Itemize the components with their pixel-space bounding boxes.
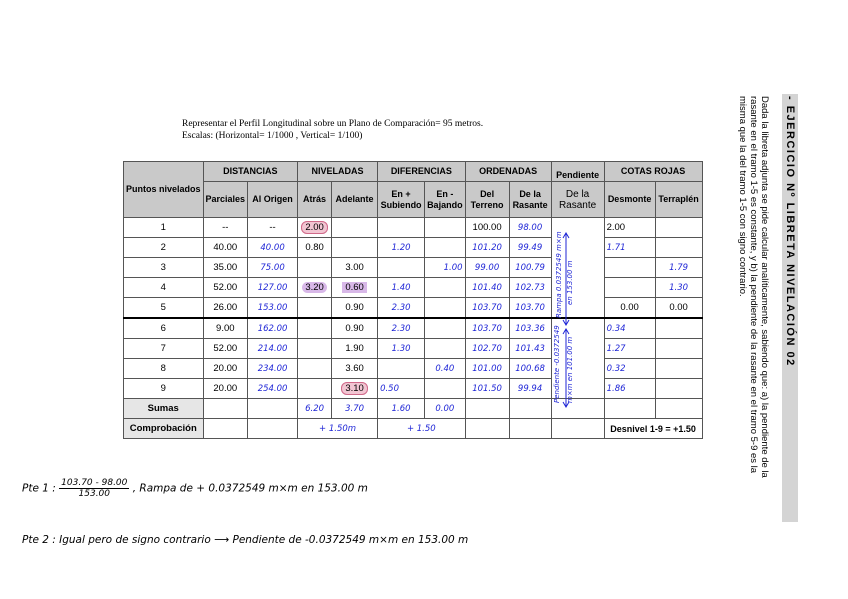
intro-text — [182, 118, 483, 142]
cell-parciales: 26.00 — [203, 298, 248, 319]
cell-atras-value: 3.20 — [302, 282, 327, 293]
cell-terraplen — [655, 238, 702, 258]
cell-terreno: 100.00 — [465, 218, 509, 238]
cell-atras — [298, 218, 332, 238]
table-row — [124, 359, 703, 379]
header-parciales: Parciales — [203, 182, 248, 218]
sumas-atras: 6.20 — [298, 399, 332, 419]
pendiente-tramo-2-length-text: m×m en 101.00 m — [566, 336, 574, 403]
cell-atras — [298, 359, 332, 379]
cell-rasante: 101.43 — [509, 339, 551, 359]
cell-desmonte: 1.71 — [604, 238, 655, 258]
cell-atras — [298, 379, 332, 399]
pte1-result: , Rampa de + 0.0372549 m×m en 153.00 m — [132, 482, 368, 495]
pendiente-tramo-1-text: Rampa 0.0372549 m×m — [555, 231, 563, 318]
cell-parciales: 9.00 — [203, 318, 248, 339]
pte2-calculation — [22, 534, 468, 546]
table-row — [124, 278, 703, 298]
cell-desmonte: 2.00 — [604, 218, 655, 238]
cell-punto: 9 — [124, 379, 204, 399]
cell-subiendo: 2.30 — [378, 318, 425, 339]
cell-parciales: 52.00 — [203, 278, 248, 298]
header-desmonte: Desmonte — [604, 182, 655, 218]
cell-punto: 6 — [124, 318, 204, 339]
cell-bajando — [425, 339, 466, 359]
cell-subiendo — [378, 258, 425, 278]
cell-terraplen: 1.30 — [655, 278, 702, 298]
cell-adelante-value: 0.60 — [342, 282, 367, 293]
header-adelante: Adelante — [332, 182, 378, 218]
table-row — [124, 298, 703, 319]
pte1-fraction — [59, 478, 129, 499]
cell-rasante: 102.73 — [509, 278, 551, 298]
cell-atras — [298, 298, 332, 319]
header-puntos: Puntos nivelados — [124, 162, 204, 218]
cell-atras-value: 2.00 — [301, 221, 328, 234]
cell-adelante: 1.90 — [332, 339, 378, 359]
header-de-la-rasante: De la Rasante — [509, 182, 551, 218]
cell-origen: -- — [248, 218, 298, 238]
cell-desmonte: 1.86 — [604, 379, 655, 399]
cell-atras — [298, 278, 332, 298]
cell-atras — [298, 318, 332, 339]
cell-terreno: 102.70 — [465, 339, 509, 359]
cell-adelante — [332, 278, 378, 298]
header-cotas-rojas: COTAS ROJAS — [604, 162, 702, 182]
cell-bajando — [425, 298, 466, 319]
header-en-subiendo: En + Subiendo — [378, 182, 425, 218]
cell-subiendo — [378, 218, 425, 238]
intro-line-1: Representar el Perfil Longitudinal sobre un Plano de Comparación= 95 metros. — [182, 119, 484, 129]
cell-bajando: 1.00 — [425, 258, 466, 278]
cell-terraplen — [655, 359, 702, 379]
table-row — [124, 258, 703, 278]
statement-line-2: rasante en el tramo 1-5 es constante, y b) la pendiente de la rasante en el tramo 5-9 es la — [748, 96, 759, 474]
statement-line-1: Dada la libreta adjunta se pide calcular analíticamente, sabiendo que: a) la pendiente de la — [759, 96, 770, 478]
cell-punto: 3 — [124, 258, 204, 278]
cell-terraplen — [655, 379, 702, 399]
cell-parciales: 20.00 — [203, 359, 248, 379]
cell-punto: 7 — [124, 339, 204, 359]
pte2-text: Pte 2 : Igual pero de signo contrario ⟶ Pendiente de -0.0372549 m×m en 153.00 m — [22, 534, 469, 546]
cell-rasante: 103.70 — [509, 298, 551, 319]
cell-origen: 40.00 — [248, 238, 298, 258]
sumas-bajando: 0.00 — [425, 399, 466, 419]
header-pendiente: Pendiente — [551, 162, 604, 182]
header-pendiente-rasante: De la Rasante — [551, 182, 604, 218]
sumas-adelante: 3.70 — [332, 399, 378, 419]
cell-punto: 4 — [124, 278, 204, 298]
cell-terraplen — [655, 318, 702, 339]
cell-bajando — [425, 278, 466, 298]
nivelacion-table — [123, 161, 703, 439]
cell-subiendo: 1.30 — [378, 339, 425, 359]
cell-terraplen — [655, 218, 702, 238]
cell-subiendo: 1.20 — [378, 238, 425, 258]
sumas-subiendo: 1.60 — [378, 399, 425, 419]
pte1-calculation — [22, 478, 368, 499]
pte1-denominator: 153.00 — [78, 489, 111, 499]
desnivel-total: Desnivel 1-9 = +1.50 — [604, 419, 702, 439]
comprobacion-diferencias: + 1.50 — [378, 419, 466, 439]
cell-terreno: 101.40 — [465, 278, 509, 298]
cell-terreno: 99.00 — [465, 258, 509, 278]
table-row — [124, 318, 703, 339]
comprobacion-row — [124, 419, 703, 439]
pte1-numerator: 103.70 - 98.00 — [61, 478, 128, 488]
statement-line-3: misma que la del tramo 1-5 con signo contrario. — [737, 96, 748, 297]
cell-punto: 8 — [124, 359, 204, 379]
cell-origen: 75.00 — [248, 258, 298, 278]
cell-terreno: 101.50 — [465, 379, 509, 399]
pendiente-arrows — [560, 230, 572, 410]
cell-desmonte: 0.34 — [604, 318, 655, 339]
header-diferencias: DIFERENCIAS — [378, 162, 466, 182]
cell-subiendo: 1.40 — [378, 278, 425, 298]
cell-parciales: 52.00 — [203, 339, 248, 359]
table-row — [124, 379, 703, 399]
cell-desmonte — [604, 278, 655, 298]
cell-terreno: 103.70 — [465, 298, 509, 319]
cell-parciales: 35.00 — [203, 258, 248, 278]
header-distancias: DISTANCIAS — [203, 162, 298, 182]
cell-bajando — [425, 318, 466, 339]
cell-atras: 0.80 — [298, 238, 332, 258]
table-row — [124, 218, 703, 238]
cell-adelante: 3.00 — [332, 258, 378, 278]
sumas-label: Sumas — [124, 399, 204, 419]
cell-adelante-value: 3.10 — [341, 382, 368, 395]
intro-line-2: Escalas: (Horizontal= 1/1000 , Vertical= 1/100) — [182, 131, 363, 141]
header-ordenadas: ORDENADAS — [465, 162, 551, 182]
cell-punto: 5 — [124, 298, 204, 319]
cell-origen: 127.00 — [248, 278, 298, 298]
cell-rasante: 100.68 — [509, 359, 551, 379]
cell-terraplen — [655, 339, 702, 359]
cell-terreno: 101.00 — [465, 359, 509, 379]
cell-rasante: 99.94 — [509, 379, 551, 399]
cell-terraplen: 0.00 — [655, 298, 702, 319]
cell-subiendo: 2.30 — [378, 298, 425, 319]
cell-origen: 153.00 — [248, 298, 298, 319]
cell-rasante: 98.00 — [509, 218, 551, 238]
cell-adelante: 3.60 — [332, 359, 378, 379]
table-row — [124, 339, 703, 359]
pte1-label: Pte 1 : — [22, 482, 56, 495]
exercise-title: - EJERCICIO Nº LIBRETA NIVELACIÓN 02 — [784, 96, 796, 367]
cell-origen: 234.00 — [248, 359, 298, 379]
cell-atras — [298, 339, 332, 359]
cell-desmonte: 0.00 — [604, 298, 655, 319]
cell-adelante — [332, 218, 378, 238]
cell-parciales: -- — [203, 218, 248, 238]
cell-rasante: 99.49 — [509, 238, 551, 258]
cell-punto: 1 — [124, 218, 204, 238]
header-niveladas: NIVELADAS — [298, 162, 378, 182]
header-del-terreno: Del Terreno — [465, 182, 509, 218]
pendiente-tramo-2-text: Pendiente -0.0372549 — [553, 325, 561, 403]
cell-adelante: 0.90 — [332, 298, 378, 319]
cell-terraplen: 1.79 — [655, 258, 702, 278]
pendiente-tramo-1-length-text: en 153.00 m — [566, 260, 574, 305]
cell-adelante: 0.90 — [332, 318, 378, 339]
cell-origen: 162.00 — [248, 318, 298, 339]
cell-desmonte: 1.27 — [604, 339, 655, 359]
comprobacion-label: Comprobación — [124, 419, 204, 439]
cell-bajando — [425, 218, 466, 238]
comprobacion-niveladas: + 1.50m — [298, 419, 378, 439]
header-en-bajando: En - Bajando — [425, 182, 466, 218]
sumas-row — [124, 399, 703, 419]
cell-bajando: 0.40 — [425, 359, 466, 379]
cell-parciales: 20.00 — [203, 379, 248, 399]
cell-terreno: 101.20 — [465, 238, 509, 258]
header-terraplen: Terraplén — [655, 182, 702, 218]
cell-adelante — [332, 379, 378, 399]
cell-desmonte: 0.32 — [604, 359, 655, 379]
cell-atras — [298, 258, 332, 278]
cell-terreno: 103.70 — [465, 318, 509, 339]
header-al-origen: Al Origen — [248, 182, 298, 218]
cell-subiendo — [378, 359, 425, 379]
cell-punto: 2 — [124, 238, 204, 258]
cell-origen: 214.00 — [248, 339, 298, 359]
header-atras: Atrás — [298, 182, 332, 218]
cell-origen: 254.00 — [248, 379, 298, 399]
cell-rasante: 100.79 — [509, 258, 551, 278]
cell-parciales: 40.00 — [203, 238, 248, 258]
cell-bajando — [425, 238, 466, 258]
cell-rasante: 103.36 — [509, 318, 551, 339]
cell-desmonte — [604, 258, 655, 278]
cell-bajando — [425, 379, 466, 399]
table-row — [124, 238, 703, 258]
cell-adelante — [332, 238, 378, 258]
cell-subiendo: 0.50 — [378, 379, 425, 399]
